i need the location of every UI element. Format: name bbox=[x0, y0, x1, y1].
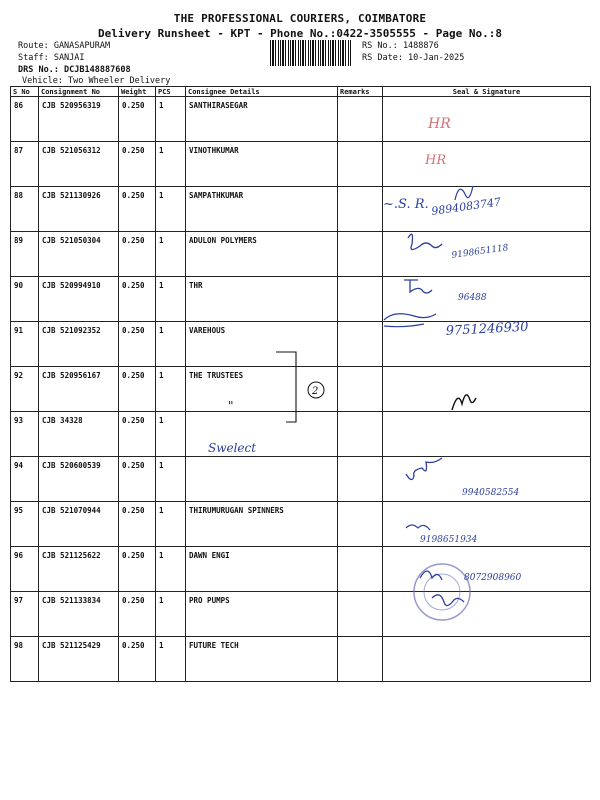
row-pcs: 1 bbox=[156, 592, 186, 637]
row-weight: 0.250 bbox=[119, 592, 156, 637]
row-consignment-number: CJB 34328 bbox=[39, 412, 119, 457]
route-label: Route: GANASAPURAM bbox=[18, 41, 111, 51]
column-header-signature: Seal & Signature bbox=[383, 87, 591, 97]
row-sno: 91 bbox=[11, 322, 39, 367]
table-row bbox=[11, 367, 591, 412]
row-remarks bbox=[338, 592, 383, 637]
signature-88: ~.S. R. bbox=[383, 197, 429, 212]
row-sno: 88 bbox=[11, 187, 39, 232]
row-consignee: DAWN ENGI bbox=[186, 547, 338, 592]
table-row bbox=[11, 457, 591, 502]
row-consignee: PRO PUMPS bbox=[186, 592, 338, 637]
row-pcs: 1 bbox=[156, 322, 186, 367]
row-consignee: THIRUMURUGAN SPINNERS bbox=[186, 502, 338, 547]
row-signature bbox=[383, 592, 591, 637]
column-header-weight: Weight bbox=[119, 87, 156, 97]
row-signature bbox=[383, 142, 591, 187]
row-sno: 87 bbox=[11, 142, 39, 187]
column-header-remarks: Remarks bbox=[338, 87, 383, 97]
row-consignee: ADULON POLYMERS bbox=[186, 232, 338, 277]
row-pcs: 1 bbox=[156, 142, 186, 187]
row-weight: 0.250 bbox=[119, 142, 156, 187]
table-row bbox=[11, 412, 591, 457]
table-row bbox=[11, 637, 591, 682]
row-sno: 90 bbox=[11, 277, 39, 322]
row-consignment-number: CJB 520994910 bbox=[39, 277, 119, 322]
table-row bbox=[11, 232, 591, 277]
row-weight: 0.250 bbox=[119, 412, 156, 457]
row-signature bbox=[383, 637, 591, 682]
table-row bbox=[11, 322, 591, 367]
row-consignment-number: CJB 521125429 bbox=[39, 637, 119, 682]
row-sno: 96 bbox=[11, 547, 39, 592]
vehicle-label: Vehicle: Two Wheeler Delivery bbox=[22, 76, 171, 86]
row-consignment-number: CJB 521050304 bbox=[39, 232, 119, 277]
row-weight: 0.250 bbox=[119, 367, 156, 412]
company-title: THE PROFESSIONAL COURIERS, COIMBATORE bbox=[173, 12, 427, 25]
row-remarks bbox=[338, 367, 383, 412]
table-row bbox=[11, 142, 591, 187]
row-consignee: THR bbox=[186, 277, 338, 322]
row-signature bbox=[383, 187, 591, 232]
column-header-pcs: PCS bbox=[156, 87, 186, 97]
table-header-row bbox=[11, 87, 591, 97]
barcode bbox=[270, 40, 352, 66]
row-pcs: 1 bbox=[156, 367, 186, 412]
row-sno: 92 bbox=[11, 367, 39, 412]
signature-88-phone: 9894083747 bbox=[430, 195, 502, 218]
signature-95-phone: 9940582554 bbox=[462, 488, 520, 498]
column-header-sno: S No bbox=[11, 87, 39, 97]
row-signature bbox=[383, 319, 591, 367]
row-consignee: VAREHOUS bbox=[186, 322, 338, 367]
row-sno: 97 bbox=[11, 592, 39, 637]
row-remarks bbox=[338, 187, 383, 232]
row-consignee bbox=[186, 457, 338, 502]
staff-label: Staff: SANJAI bbox=[18, 53, 85, 63]
signature-86: HR bbox=[428, 116, 451, 132]
column-header-consignee: Consignee Details bbox=[186, 87, 338, 97]
row-signature bbox=[383, 277, 591, 322]
row-remarks bbox=[338, 232, 383, 277]
row-weight: 0.250 bbox=[119, 547, 156, 592]
rs-number: RS No.: 1488876 bbox=[362, 41, 439, 51]
select-note: Swelect bbox=[208, 441, 257, 455]
row-consignee: FUTURE TECH bbox=[186, 637, 338, 682]
signature-87: HR bbox=[425, 153, 447, 168]
row-weight: 0.250 bbox=[119, 187, 156, 232]
row-consignment-number: CJB 521092352 bbox=[39, 322, 119, 367]
signature-90-phone: 96488 bbox=[458, 293, 487, 303]
row-pcs: 1 bbox=[156, 97, 186, 142]
row-signature bbox=[383, 97, 591, 142]
row-sno: 93 bbox=[11, 412, 39, 457]
row-remarks bbox=[338, 637, 383, 682]
row-consignee: VINOTHKUMAR bbox=[186, 142, 338, 187]
row-consignee bbox=[186, 412, 338, 457]
row-pcs: 1 bbox=[156, 547, 186, 592]
row-signature bbox=[383, 457, 591, 502]
row-remarks bbox=[338, 547, 383, 592]
row-pcs: 1 bbox=[156, 277, 186, 322]
row-pcs: 1 bbox=[156, 187, 186, 232]
row-sno: 98 bbox=[11, 637, 39, 682]
row-remarks bbox=[338, 142, 383, 187]
row-consignee: SANTHIRASEGAR bbox=[186, 97, 338, 142]
row-weight: 0.250 bbox=[119, 457, 156, 502]
row-remarks bbox=[338, 97, 383, 142]
signature-96-phone: 9198651934 bbox=[420, 535, 478, 545]
runsheet-table bbox=[10, 86, 591, 682]
ditto-mark: " bbox=[228, 399, 234, 413]
row-weight: 0.250 bbox=[119, 637, 156, 682]
row-sno: 86 bbox=[11, 97, 39, 142]
row-remarks bbox=[338, 277, 383, 322]
row-weight: 0.250 bbox=[119, 502, 156, 547]
table-row bbox=[11, 277, 591, 322]
signature-91-phone: 9751246930 bbox=[445, 319, 529, 339]
row-sno: 94 bbox=[11, 457, 39, 502]
row-remarks bbox=[338, 412, 383, 457]
row-signature bbox=[383, 547, 591, 592]
row-signature bbox=[383, 412, 591, 457]
row-weight: 0.250 bbox=[119, 322, 156, 367]
row-consignment-number: CJB 520600539 bbox=[39, 457, 119, 502]
row-signature bbox=[383, 232, 591, 277]
runsheet-subtitle: Delivery Runsheet - KPT - Phone No.:0422-3505555 - Page No.:8 bbox=[98, 27, 502, 40]
row-pcs: 1 bbox=[156, 637, 186, 682]
row-consignment-number: CJB 521133834 bbox=[39, 592, 119, 637]
row-remarks bbox=[338, 322, 383, 367]
drs-number: DRS No.: DCJB148887608 bbox=[18, 65, 131, 75]
row-pcs: 1 bbox=[156, 412, 186, 457]
table-row bbox=[11, 592, 591, 637]
rs-date: RS Date: 10-Jan-2025 bbox=[362, 53, 465, 63]
row-consignment-number: CJB 521125622 bbox=[39, 547, 119, 592]
column-header-consignment: Consignment No bbox=[39, 87, 119, 97]
circled-number: 2 bbox=[312, 386, 319, 397]
row-consignment-number: CJB 520956319 bbox=[39, 97, 119, 142]
signature-97-phone: 8072908960 bbox=[464, 573, 522, 583]
row-sno: 89 bbox=[11, 232, 39, 277]
row-consignment-number: CJB 520956167 bbox=[39, 367, 119, 412]
row-pcs: 1 bbox=[156, 457, 186, 502]
row-remarks bbox=[338, 502, 383, 547]
table-row bbox=[11, 502, 591, 547]
row-pcs: 1 bbox=[156, 232, 186, 277]
row-weight: 0.250 bbox=[119, 232, 156, 277]
row-signature bbox=[383, 367, 591, 412]
row-consignee: THE TRUSTEES bbox=[186, 367, 338, 412]
row-consignment-number: CJB 521130926 bbox=[39, 187, 119, 232]
row-sno: 95 bbox=[11, 502, 39, 547]
table-row bbox=[11, 547, 591, 592]
row-pcs: 1 bbox=[156, 502, 186, 547]
table-row bbox=[11, 97, 591, 142]
signature-89-phone: 9198651118 bbox=[451, 243, 510, 261]
row-weight: 0.250 bbox=[119, 277, 156, 322]
row-consignee: SAMPATHKUMAR bbox=[186, 187, 338, 232]
row-remarks bbox=[338, 457, 383, 502]
row-weight: 0.250 bbox=[119, 97, 156, 142]
table-row bbox=[11, 187, 591, 232]
row-consignment-number: CJB 521070944 bbox=[39, 502, 119, 547]
row-consignment-number: CJB 521056312 bbox=[39, 142, 119, 187]
row-signature bbox=[383, 502, 591, 547]
